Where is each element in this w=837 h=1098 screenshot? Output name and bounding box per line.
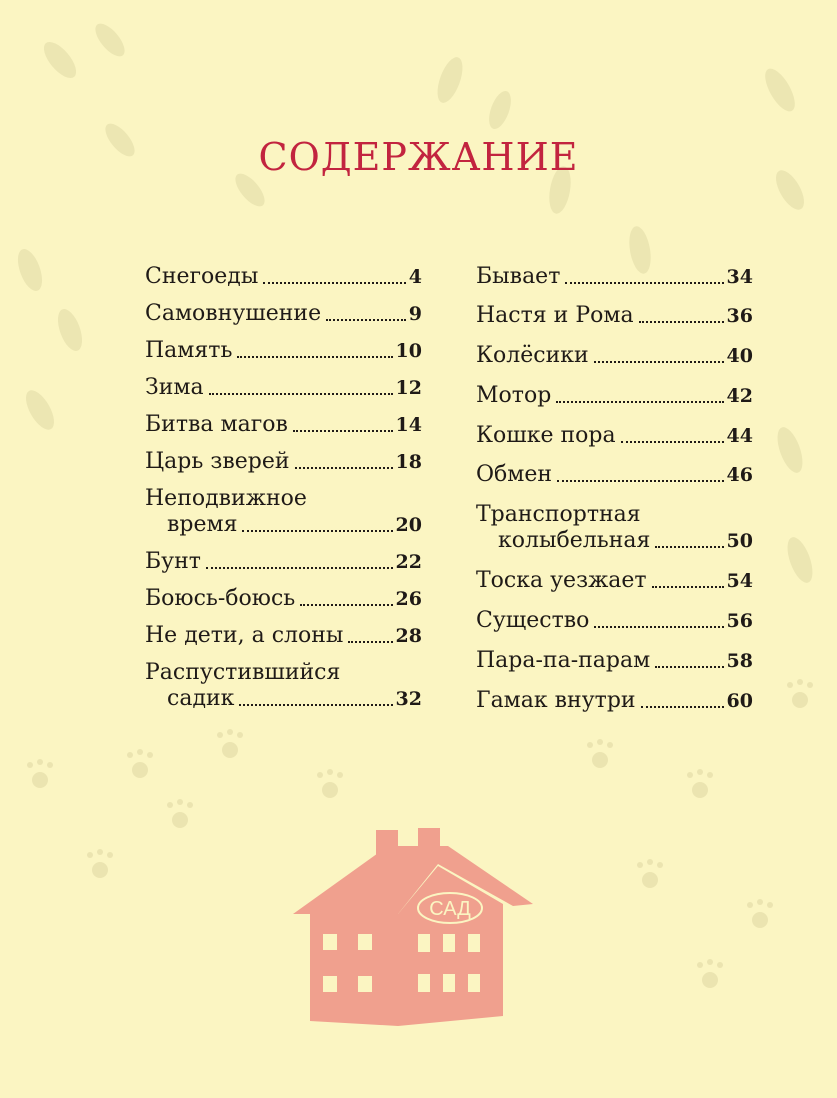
leader-dots	[641, 705, 724, 708]
toc-entry-title: Тоска уезжает	[476, 568, 647, 593]
toc-entry-title: Не дети, а слоны	[145, 623, 344, 648]
toc-page-number: 44	[726, 425, 753, 447]
leader-dots	[594, 360, 724, 363]
house-drawing	[293, 828, 533, 1026]
toc-page-number: 56	[726, 610, 753, 632]
toc-entry[interactable]	[476, 423, 753, 462]
toc-entry[interactable]	[145, 338, 422, 375]
toc-page-number: 46	[726, 464, 753, 486]
toc-left-column	[145, 264, 422, 723]
leader-dots	[326, 318, 406, 321]
toc-entry[interactable]	[145, 264, 422, 301]
leader-dots	[639, 320, 724, 323]
toc-page-number: 22	[395, 551, 422, 573]
toc-entry[interactable]	[145, 449, 422, 486]
toc-entry-title: Транспортная	[476, 502, 641, 527]
toc-entry[interactable]	[145, 660, 422, 723]
leader-dots	[348, 640, 392, 643]
toc-entry-title: Распустившийся	[145, 660, 341, 685]
toc-page-number: 58	[726, 650, 753, 672]
leader-dots	[209, 392, 393, 395]
leader-dots	[237, 355, 392, 358]
toc-entry-title: Настя и Рома	[476, 303, 634, 328]
leader-dots	[556, 400, 723, 403]
toc-page-number: 36	[726, 305, 753, 327]
toc-entry[interactable]	[476, 303, 753, 343]
toc-entry-title: Бывает	[476, 264, 561, 289]
toc-entry[interactable]	[476, 383, 753, 423]
toc-entry[interactable]	[476, 608, 753, 648]
toc-entry-title: Самовнушение	[145, 301, 322, 326]
leader-dots	[594, 625, 723, 628]
toc-entry-title-cont: садик	[167, 686, 235, 711]
toc-page-number: 42	[726, 385, 753, 407]
toc-entry-title: Царь зверей	[145, 449, 290, 474]
toc-entry[interactable]	[145, 486, 422, 549]
leader-dots	[557, 479, 723, 482]
toc-entry[interactable]	[145, 375, 422, 412]
toc-entry-title: Пара-па-парам	[476, 648, 651, 673]
toc-entry[interactable]	[476, 462, 753, 502]
toc-page-number: 4	[408, 266, 422, 288]
toc-entry[interactable]	[476, 688, 753, 728]
toc-page-number: 9	[408, 303, 422, 325]
toc-page-number: 20	[395, 514, 422, 536]
leader-dots	[263, 281, 405, 284]
toc-entry-title-cont: время	[167, 512, 238, 537]
toc-page-number: 26	[395, 588, 422, 610]
leader-dots	[655, 545, 723, 548]
toc-entry-title: Обмен	[476, 462, 553, 487]
toc-entry-title: Колёсики	[476, 343, 589, 368]
toc-entry[interactable]	[476, 568, 753, 608]
toc-entry[interactable]	[145, 623, 422, 660]
toc-page-number: 32	[395, 688, 422, 710]
toc-entry[interactable]	[145, 412, 422, 449]
toc-entry-title: Кошке пора	[476, 423, 616, 448]
toc-entry-title: Снегоеды	[145, 264, 259, 289]
leader-dots	[300, 603, 392, 606]
toc-entry[interactable]	[145, 301, 422, 338]
leader-dots	[565, 281, 723, 284]
leader-dots	[652, 585, 724, 588]
leader-dots	[295, 466, 393, 469]
house-sign-text: САД	[429, 898, 471, 920]
toc-page-number: 50	[726, 530, 753, 552]
toc-page-number: 12	[395, 377, 422, 399]
toc-entry-title: Зима	[145, 375, 204, 400]
toc-entry[interactable]	[476, 343, 753, 383]
leader-dots	[239, 703, 392, 706]
toc-page-number: 60	[726, 690, 753, 712]
leader-dots	[242, 529, 392, 532]
toc-entry-title: Боюсь-боюсь	[145, 586, 296, 611]
leader-dots	[293, 429, 393, 432]
toc-entry[interactable]	[476, 502, 753, 568]
toc-entry[interactable]	[476, 264, 753, 303]
leader-dots	[206, 566, 393, 569]
toc-entry[interactable]	[145, 586, 422, 623]
toc-entry-title: Битва магов	[145, 412, 288, 437]
toc-page-number: 10	[395, 340, 422, 362]
toc-entry-title-cont: колыбельная	[498, 528, 651, 553]
toc-entry[interactable]	[145, 549, 422, 586]
toc-page-number: 28	[395, 625, 422, 647]
toc-page-number: 18	[395, 451, 422, 473]
toc-entry[interactable]	[476, 648, 753, 688]
toc-entry-title: Существо	[476, 608, 590, 633]
page-title: СОДЕРЖАНИЕ	[258, 135, 579, 179]
toc-entry-title: Бунт	[145, 549, 201, 574]
toc-page-number: 14	[395, 414, 422, 436]
toc-page-number: 40	[726, 345, 753, 367]
toc-page-number: 34	[726, 266, 753, 288]
toc-entry-title: Неподвижное	[145, 486, 307, 511]
toc-page-number: 54	[726, 570, 753, 592]
toc-entry-title: Память	[145, 338, 233, 363]
toc-entry-title: Мотор	[476, 383, 552, 408]
toc-entry-title: Гамак внутри	[476, 688, 636, 713]
kindergarten-house-illustration	[288, 826, 538, 1026]
leader-dots	[655, 665, 723, 668]
leader-dots	[621, 440, 724, 443]
toc-right-column	[476, 264, 753, 728]
